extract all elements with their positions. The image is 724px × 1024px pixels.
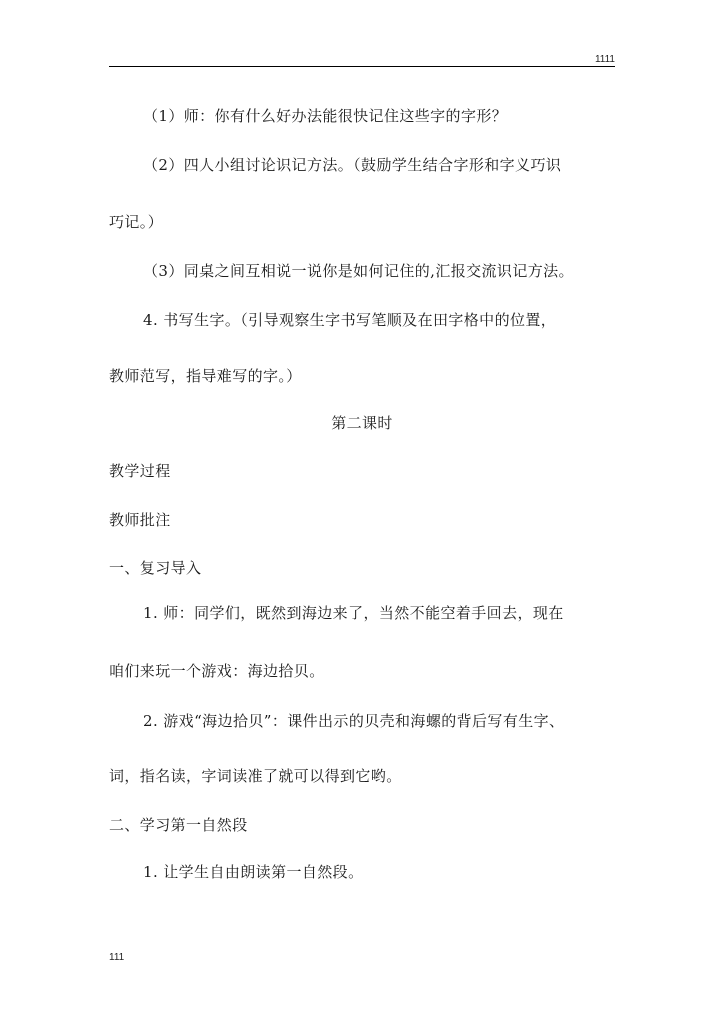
text-line: 教师范写，指导难写的字。）	[109, 367, 302, 385]
text-line: 1. 让学生自由朗读第一自然段。	[143, 863, 364, 881]
header-divider	[109, 66, 615, 67]
text-line: （3）同桌之间互相说一说你是如何记住的,汇报交流识记方法。	[143, 262, 574, 280]
text-line: 二、学习第一自然段	[109, 816, 248, 834]
text-line: 咱们来玩一个游戏：海边拾贝。	[109, 662, 325, 680]
footer-page-number: 111	[109, 952, 125, 963]
section-heading: 第二课时	[331, 414, 393, 432]
text-line: 教学过程	[109, 462, 171, 480]
text-line: 2. 游戏“海边拾贝”：课件出示的贝壳和海螺的背后写有生字、	[143, 712, 565, 730]
text-line: （2）四人小组讨论识记方法。（鼓励学生结合字形和字义巧识	[143, 156, 562, 174]
text-line: 教师批注	[109, 511, 171, 529]
text-line: 巧记。）	[109, 213, 164, 231]
text-line: （1）师：你有什么好办法能很快记住这些字的字形？	[143, 107, 508, 125]
text-line: 1. 师：同学们，既然到海边来了，当然不能空着手回去，现在	[143, 604, 564, 622]
header-page-number: 1111	[594, 54, 615, 65]
text-line: 词，指名读，字词读准了就可以得到它哟。	[109, 767, 402, 785]
text-line: 4. 书写生字。（引导观察生字书写笔顺及在田字格中的位置，	[143, 311, 557, 329]
text-line: 一、复习导入	[109, 559, 202, 577]
